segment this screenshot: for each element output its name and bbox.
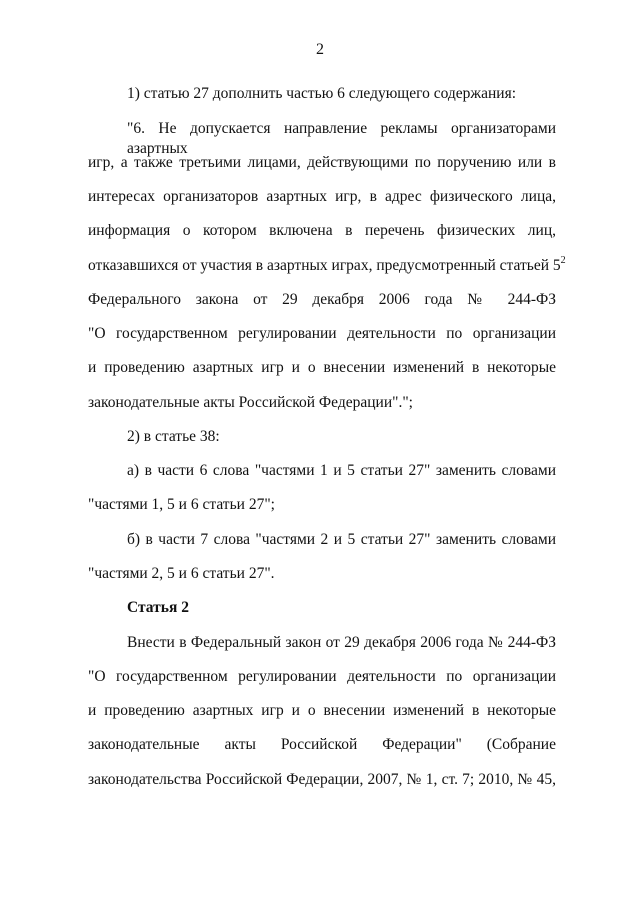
paragraph-line: и проведению азартных игр и о внесении изменений в некоторые <box>88 359 556 376</box>
paragraph-line: и проведению азартных игр и о внесении изменений в некоторые <box>88 702 556 719</box>
paragraph-line: "6. Не допускается направление рекламы организаторами азартных <box>127 120 556 157</box>
paragraph-line: законодательства Российской Федерации, 2007, № 1, ст. 7; 2010, № 45, <box>88 771 556 788</box>
paragraph-line: игр, а также третьими лицами, действующими по поручению или в <box>88 154 556 171</box>
paragraph-line: а) в части 6 слова "частями 1 и 5 статьи 27" заменить словами <box>127 462 556 479</box>
paragraph-line: б) в части 7 слова "частями 2 и 5 статьи 27" заменить словами <box>127 531 556 548</box>
paragraph-line: 2) в статье 38: <box>127 428 220 445</box>
paragraph-line: "частями 2, 5 и 6 статьи 27". <box>88 565 275 582</box>
superscript: 2 <box>560 255 566 266</box>
paragraph-line: информация о котором включена в перечень физических лиц, <box>88 222 556 239</box>
paragraph-line: "О государственном регулировании деятельности по организации <box>88 668 556 685</box>
article-heading: Статья 2 <box>127 599 189 616</box>
paragraph-line <box>88 255 566 276</box>
paragraph-line: 1) статью 27 дополнить частью 6 следующего содержания: <box>127 85 517 102</box>
paragraph-line: "частями 1, 5 и 6 статьи 27"; <box>88 496 275 513</box>
paragraph-line: Федерального закона от 29 декабря 2006 года № 244-ФЗ <box>88 291 556 308</box>
paragraph-line: законодательные акты Российской Федерации" (Собрание <box>88 736 556 753</box>
paragraph-line: законодательные акты Российской Федерации"."; <box>88 394 413 411</box>
paragraph-line: Внести в Федеральный закон от 29 декабря 2006 года № 244-ФЗ <box>127 634 556 651</box>
paragraph-line-text: отказавшихся от участия в азартных играх, предусмотренный статьей 5 <box>88 257 561 274</box>
paragraph-line: "О государственном регулировании деятельности по организации <box>88 325 556 342</box>
page-number: 2 <box>316 41 324 58</box>
paragraph-line: интересах организаторов азартных игр, в адрес физического лица, <box>88 188 556 205</box>
